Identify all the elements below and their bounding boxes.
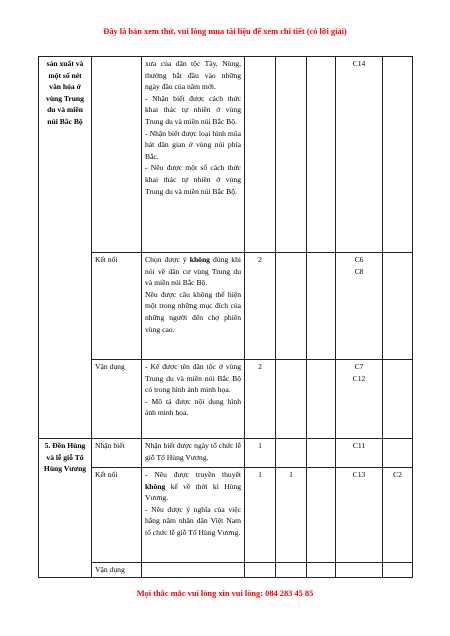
table-row bbox=[39, 439, 413, 468]
count-cell: 2 bbox=[245, 253, 276, 360]
count-cell bbox=[276, 439, 307, 468]
content-line: - Nhận biết được cách thức khai thác tự nhiên ở vùng Trung du và miền núi Bắc Bộ. bbox=[145, 93, 241, 126]
table-row bbox=[39, 468, 413, 563]
count-cell bbox=[276, 253, 307, 360]
count-cell bbox=[276, 57, 307, 253]
count-cell bbox=[307, 360, 336, 439]
count-cell: 1 bbox=[245, 468, 276, 563]
count-cell bbox=[307, 563, 336, 578]
question-cell: C7 C12 bbox=[336, 360, 383, 439]
content-line: xưa của dân tộc Tày, Nùng, thường bắt đầu vào những ngày đầu của năm mới. bbox=[145, 59, 241, 92]
content-cell: - Nêu được truyền thuyết không kể về thời kì Hùng Vương. - Nêu được ý nghĩa của việc hằng năm nhân dân Việt Nam tổ chức lễ giỗ Tổ Hùng Vương. bbox=[142, 468, 245, 563]
question-cell: C6 C8 bbox=[336, 253, 383, 360]
count-cell bbox=[245, 57, 276, 253]
content-cell bbox=[142, 57, 245, 253]
content-cell: Chọn được ý không đúng khi nói về dân cư vùng Trung du và miền núi Bắc Bộ. Nêu được câu không thể hiện một trong những mục đích của những người đến chợ phiên vùng cao. bbox=[142, 253, 245, 360]
level-cell: Nhận biết bbox=[92, 439, 142, 468]
count-cell bbox=[307, 468, 336, 563]
count-cell bbox=[276, 563, 307, 578]
emphasis-text: không bbox=[189, 255, 210, 264]
content-line: - Nêu được một số cách thức khai thác tự nhiên ở vùng Trung du và miền núi Bắc Bộ. bbox=[145, 163, 241, 196]
question-cell bbox=[383, 360, 413, 439]
content-line: Nêu được câu không thể hiện một trong những mục đích của những người đến chợ phiên vùng cao. bbox=[145, 289, 241, 334]
count-cell bbox=[307, 439, 336, 468]
table-row bbox=[39, 563, 413, 578]
content-line: - Mô tả được nội dung hình ảnh minh họa. bbox=[145, 396, 241, 418]
content-cell bbox=[142, 563, 245, 578]
question-cell: C2 bbox=[383, 468, 413, 563]
level-cell: Vận dụng bbox=[92, 563, 142, 578]
count-cell bbox=[307, 253, 336, 360]
question-cell bbox=[383, 57, 413, 253]
footer-notice: Mọi thắc mắc vui lòng xin vui lòng: 084 283 45 85 bbox=[136, 589, 314, 598]
question-cell: C13 bbox=[336, 468, 383, 563]
level-cell: Kết nối bbox=[92, 253, 142, 360]
question-cell bbox=[383, 563, 413, 578]
content-line: - Nêu được ý nghĩa của việc hằng năm nhân dân Việt Nam tổ chức lễ giỗ Tổ Hùng Vương. bbox=[145, 504, 241, 537]
question-cell: C14 bbox=[336, 57, 383, 253]
count-cell: 1 bbox=[245, 439, 276, 468]
count-cell: 1 bbox=[276, 468, 307, 563]
count-cell bbox=[307, 57, 336, 253]
topic-cell: sản xuất và một số nét văn hóa ở vùng Trung du và miền núi Bắc Bộ bbox=[39, 57, 92, 439]
specification-table bbox=[38, 56, 413, 578]
question-cell: C11 bbox=[336, 439, 383, 468]
table-row bbox=[39, 57, 413, 253]
count-cell bbox=[276, 360, 307, 439]
question-cell bbox=[336, 563, 383, 578]
level-cell: Vận dụng bbox=[92, 360, 142, 439]
content-cell: Nhận biết được ngày tổ chức lễ giỗ Tổ Hùng Vương. bbox=[142, 439, 245, 468]
topic-cell: 5. Đền Hùng và lễ giỗ Tổ Hùng Vương bbox=[39, 439, 92, 578]
content-line: - Kể được tên dân tộc ở vùng Trung du và miền núi Bắc Bộ có trong hình ảnh minh họa. bbox=[145, 362, 241, 395]
content-cell bbox=[142, 360, 245, 439]
question-cell bbox=[383, 439, 413, 468]
level-cell: Kết nối bbox=[92, 468, 142, 563]
question-cell bbox=[383, 253, 413, 360]
count-cell bbox=[245, 563, 276, 578]
emphasis-text: không bbox=[145, 481, 166, 491]
content-line: - Nhận biết được loại hình múa hát dân gian ở vùng núi phía Bắc. bbox=[145, 128, 241, 161]
level-cell bbox=[92, 57, 142, 253]
count-cell: 2 bbox=[245, 360, 276, 439]
table-row bbox=[39, 360, 413, 439]
table-row bbox=[39, 253, 413, 360]
header-notice: Đây là bản xem thử, vui lòng mua tài liệu để xem chi tiết (có lời giải) bbox=[103, 27, 347, 36]
